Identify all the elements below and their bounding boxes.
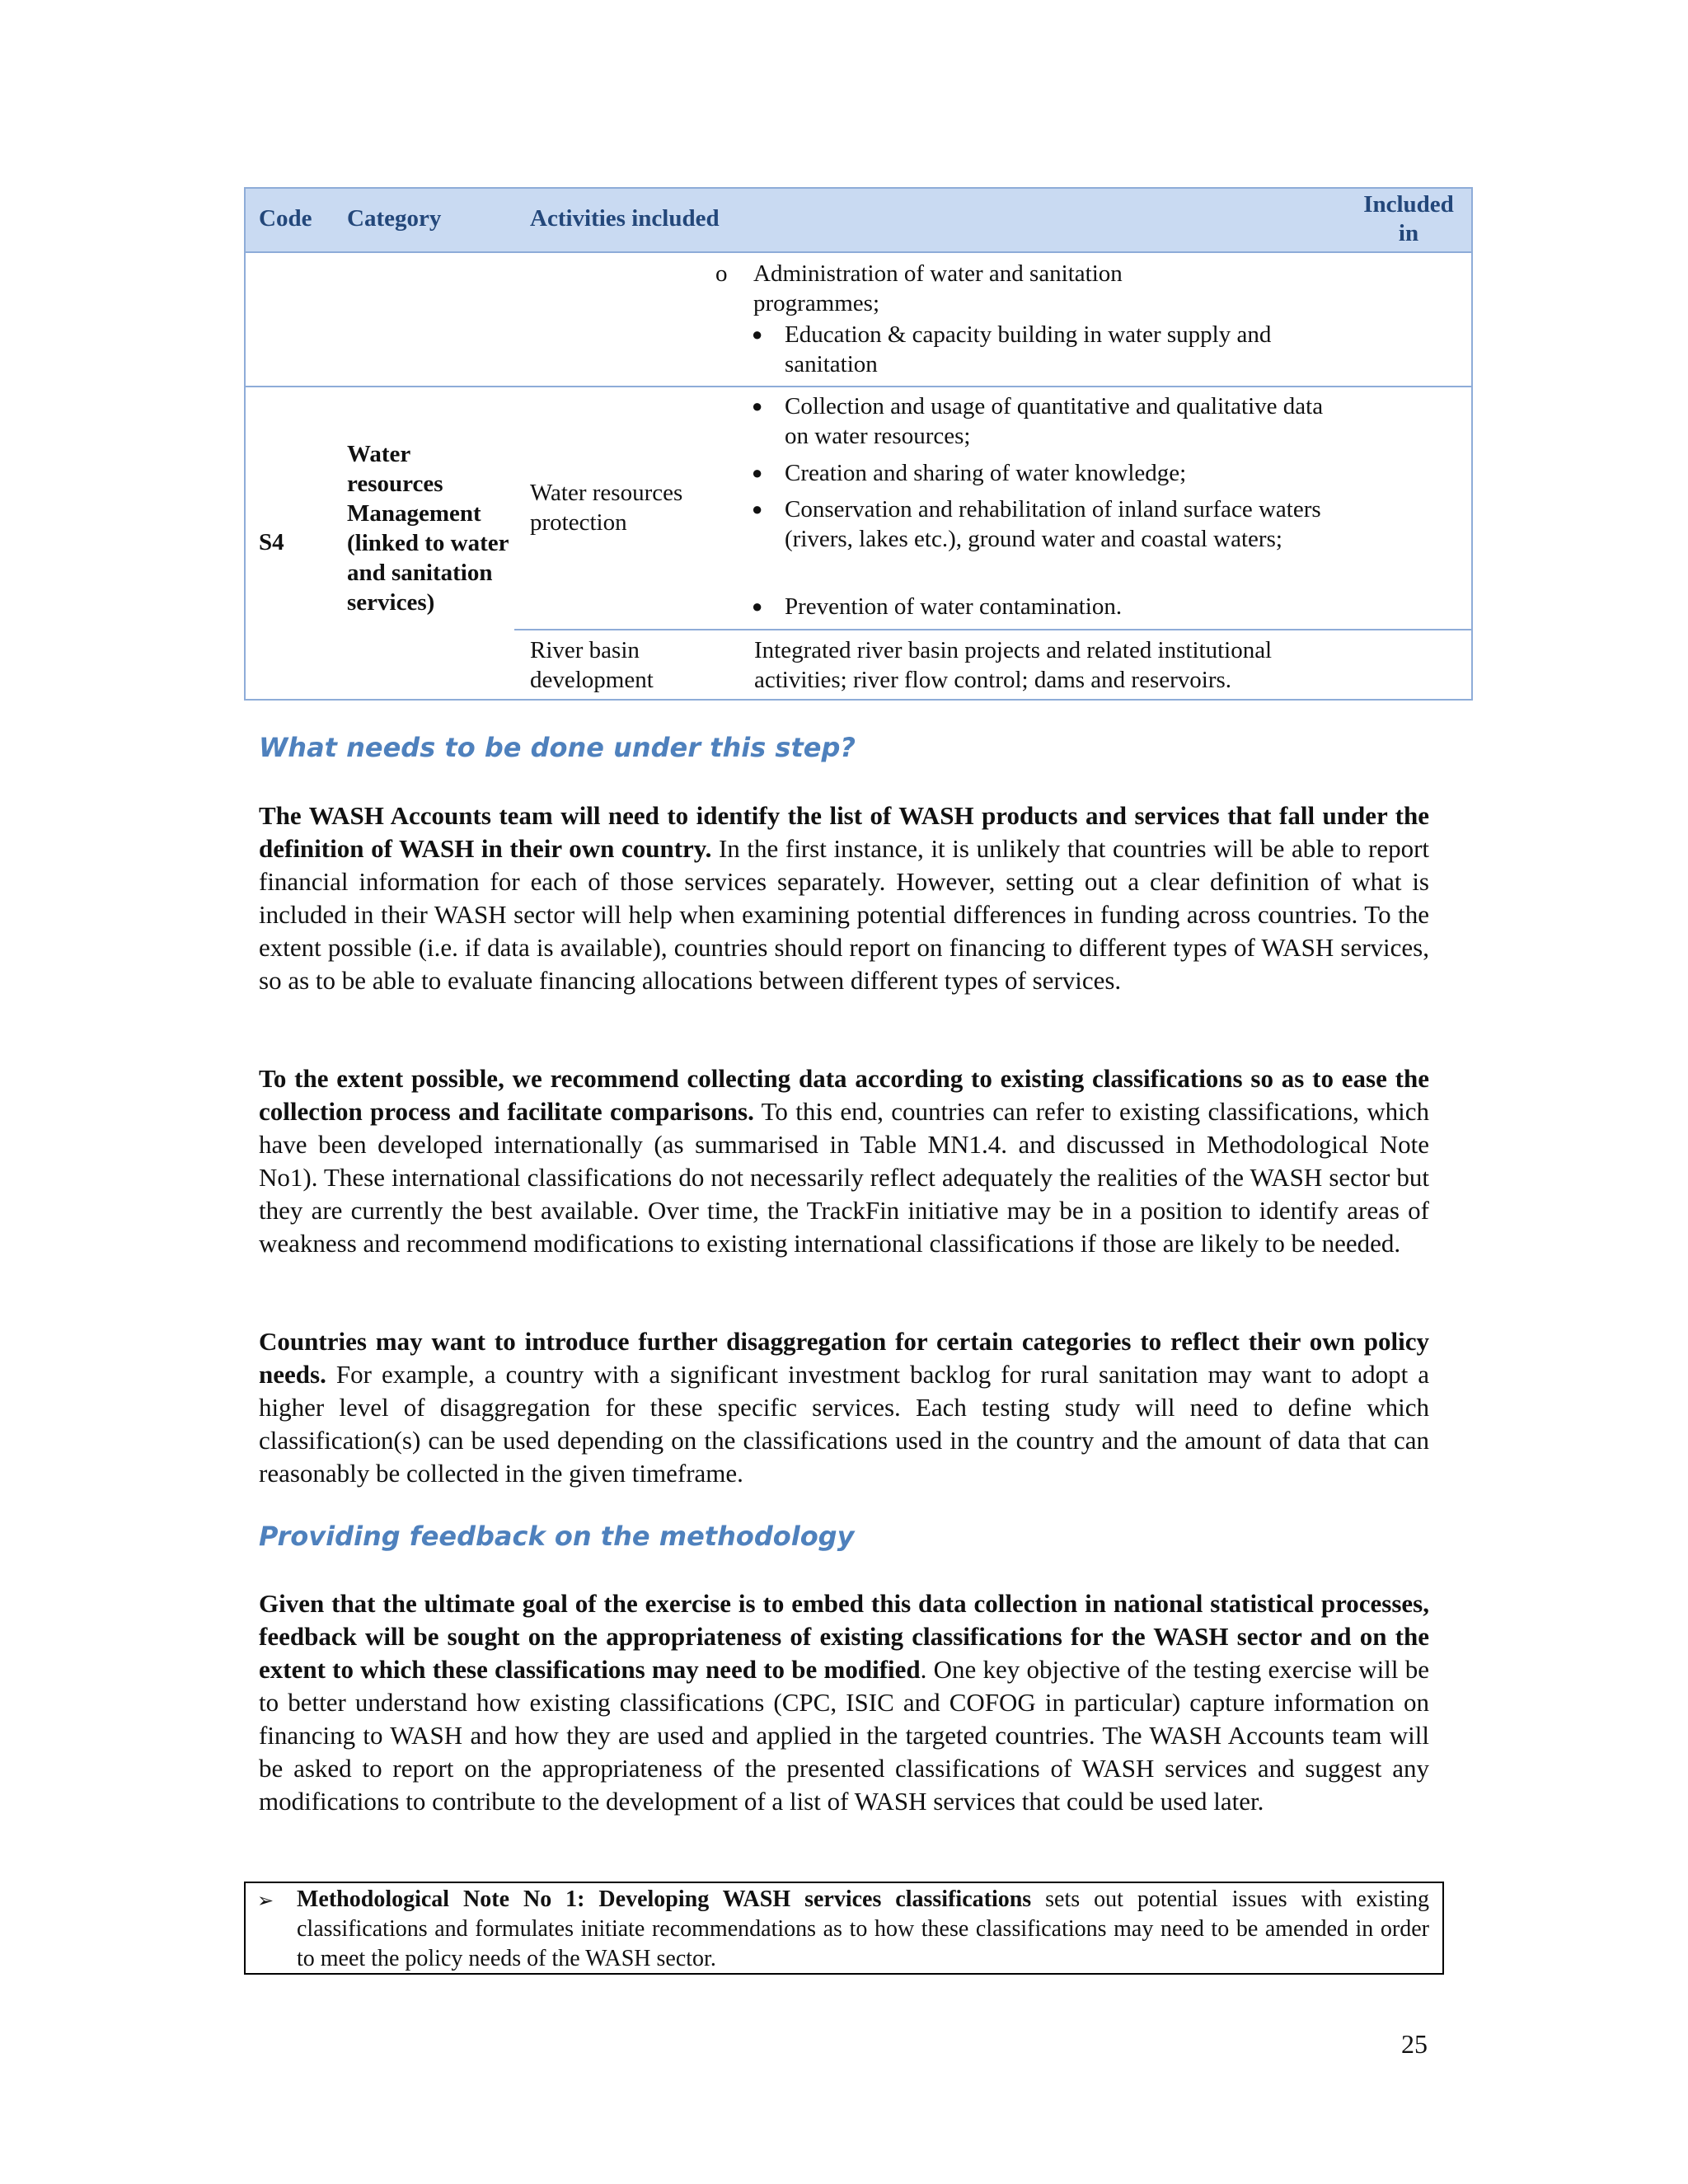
note-box [244,1882,1444,1975]
paragraph: To the extent possible, we recommend collecting data according to existing classifications so as to ease the collection process and facilitate comparisons. To this end, countries can refer to existing classifications, which have been developed internationally (as summarised in Table MN1.4. and discussed in Methodological Note No1). These international classifications do not necessarily reflect adequately the realities of the WASH sector but they are currently the best available. Over time, the TrackFin initiative may be in a position to identify areas of weakness and recommend modifications to existing international classifications if those are likely to be needed. [259,1064,1429,1258]
bullet-dot-icon: ● [752,596,763,616]
section-heading: What needs to be done under this step? [259,732,856,763]
note-text: Methodological Note No 1: Developing WASH services classifications sets out potential issues with existing classifications and formulates initiate recommendations as to how these classifications may need to be amended in order to meet the policy needs of the WASH sector. [297,1886,1429,1971]
page-number: 25 [1401,2029,1428,2059]
row-divider [514,629,1471,630]
code-cell: S4 [259,529,284,555]
table-row [246,253,1471,387]
bullet-item: ● Conservation and rehabilitation of inland surface waters (rivers, lakes etc.), ground water and coastal waters; [752,496,1321,552]
bullet-item: ● Collection and usage of quantitative and qualitative data on water resources; [752,393,1324,449]
paragraph: The WASH Accounts team will need to identify the list of WASH products and services that fall under the definition of WASH in their own country. In the first instance, it is unlikely that countries will be able to report financial information for each of those services separately. However, setting out a clear definition of what is included in their WASH sector will help when examining potential differences in funding across countries. To the extent possible (i.e. if data is available), countries should report on financing to different types of WASH services, so as to be able to evaluate financing allocations between different types of services. [259,801,1430,995]
activity-description: Integrated river basin projects and related institutional activities; river flow control; dams and reservoirs. [754,637,1273,693]
table-row [246,387,1471,699]
paragraph: Countries may want to introduce further disaggregation for certain categories to reflect their own policy needs. For example, a country with a significant investment backlog for rural sanitation may want to adopt a higher level of disaggregation for these specific services. Each testing study will need to define which classification(s) can be used depending on the classifications used in the country and the amount of data that can reasonably be collected in the given timeframe. [259,1327,1429,1488]
table-header [246,189,1471,253]
bullet-item: ● Prevention of water contamination. [752,593,1123,620]
bullet-item: ● Creation and sharing of water knowledge; [752,460,1187,486]
header-category: Category [347,205,442,232]
paragraph: Given that the ultimate goal of the exercise is to embed this data collection in national statistical processes, feedback will be sought on the appropriateness of existing classifications for the WASH sector and on the extent to which these classifications may need to be modified. One key objective of the testing exercise will be to better understand how existing classifications (CPC, ISIC and COFOG in particular) capture information on financing to WASH and how they are used and applied in the targeted countries. The WASH Accounts team will be asked to report on the appropriateness of the presented classifications of WASH services and suggest any modifications to contribute to the development of a list of WASH services that could be used later. [259,1589,1429,1816]
classification-table [244,187,1473,701]
bullet-dot-icon: ● [752,396,763,416]
activity-cell: River basin development [530,637,654,693]
sub-bullet-item: o Administration of water and sanitation programmes; [715,260,1123,316]
bullet-dot-icon: ● [752,499,763,519]
header-included-in: Included in [1363,191,1454,246]
circle-bullet-icon: o [715,260,728,287]
bullet-dot-icon: ● [752,324,763,344]
header-activities: Activities included [530,205,720,232]
header-code: Code [259,205,312,232]
bullet-item: ● Education & capacity building in water supply and sanitation [752,321,1272,377]
category-cell: Water resources Management (linked to water and sanitation services) [347,441,509,616]
activity-cell: Water resources protection [530,480,683,536]
section-heading: Providing feedback on the methodology [259,1521,855,1552]
arrow-right-icon: ➢ [257,1891,274,1912]
bullet-dot-icon: ● [752,462,763,483]
